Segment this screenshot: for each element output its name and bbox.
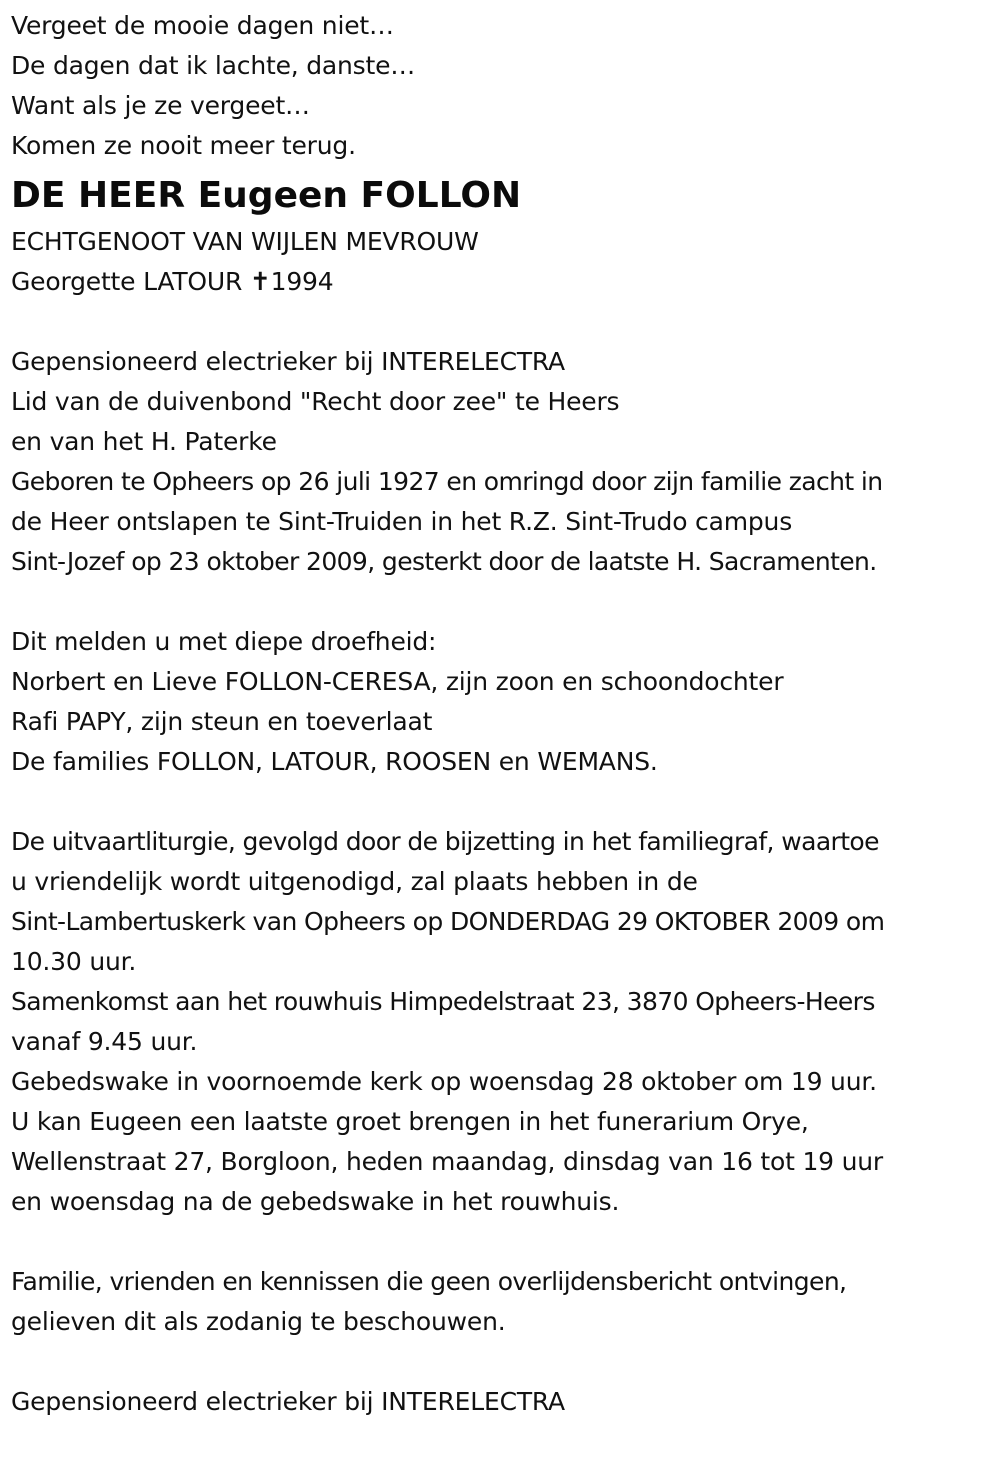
ceremony-line: Gebedswake in voornoemde kerk op woensdag 28 oktober om 19 uur.: [11, 1067, 877, 1096]
closing-line: gelieven dit als zodanig te beschouwen.: [11, 1307, 506, 1336]
footer-line: Gepensioneerd electrieker bij INTERELECTRA: [11, 1387, 565, 1416]
bio-line: Sint-Jozef op 23 oktober 2009, gesterkt door de laatste H. Sacramenten.: [11, 547, 877, 576]
spouse-line: ECHTGENOOT VAN WIJLEN MEVROUW: [11, 227, 479, 256]
poem-line: De dagen dat ik lachte, danste…: [11, 51, 416, 80]
spacer: [11, 1222, 996, 1262]
poem-line: Vergeet de mooie dagen niet…: [11, 11, 394, 40]
bio-line: Gepensioneerd electrieker bij INTERELECTRA: [11, 347, 565, 376]
bio-line: Lid van de duivenbond "Recht door zee" te Heers: [11, 387, 620, 416]
ceremony-line: u vriendelijk wordt uitgenodigd, zal plaats hebben in de: [11, 867, 698, 896]
deceased-name-title: DE HEER Eugeen FOLLON: [11, 175, 522, 216]
poem-line: Komen ze nooit meer terug.: [11, 131, 356, 160]
poem-line: Want als je ze vergeet…: [11, 91, 310, 120]
spouse-name: Georgette LATOUR ✝1994: [11, 267, 334, 296]
spacer: [11, 782, 996, 822]
announcer-line: Rafi PAPY, zijn steun en toeverlaat: [11, 707, 433, 736]
closing-note: [11, 1262, 996, 1342]
spacer: [11, 302, 996, 342]
bio-line: de Heer ontslapen te Sint-Truiden in het R.Z. Sint-Trudo campus: [11, 507, 793, 536]
announcer-line: Norbert en Lieve FOLLON-CERESA, zijn zoon en schoondochter: [11, 667, 784, 696]
bio-line: Geboren te Opheers op 26 juli 1927 en omringd door zijn familie zacht in: [11, 467, 883, 496]
ceremony-line: 10.30 uur.: [11, 947, 137, 976]
ceremony-line: Wellenstraat 27, Borgloon, heden maandag, dinsdag van 16 tot 19 uur: [11, 1147, 883, 1176]
ceremony-line: U kan Eugeen een laatste groet brengen in het funerarium Orye,: [11, 1107, 809, 1136]
ceremony-line: vanaf 9.45 uur.: [11, 1027, 198, 1056]
biography: [11, 342, 996, 582]
ceremony-details: [11, 822, 996, 1222]
bio-line: en van het H. Paterke: [11, 427, 277, 456]
ceremony-line: Sint-Lambertuskerk van Opheers op DONDERDAG 29 OKTOBER 2009 om: [11, 907, 885, 936]
spacer: [11, 1342, 996, 1382]
poem: [11, 6, 996, 166]
announcers: [11, 622, 996, 782]
announcer-line: Dit melden u met diepe droefheid:: [11, 627, 437, 656]
announcer-line: De families FOLLON, LATOUR, ROOSEN en WEMANS.: [11, 747, 658, 776]
obituary-document: [11, 6, 996, 1422]
ceremony-line: en woensdag na de gebedswake in het rouwhuis.: [11, 1187, 620, 1216]
closing-line: Familie, vrienden en kennissen die geen overlijdensbericht ontvingen,: [11, 1267, 847, 1296]
ceremony-line: De uitvaartliturgie, gevolgd door de bijzetting in het familiegraf, waartoe: [11, 827, 879, 856]
ceremony-line: Samenkomst aan het rouwhuis Himpedelstraat 23, 3870 Opheers-Heers: [11, 987, 875, 1016]
spacer: [11, 582, 996, 622]
